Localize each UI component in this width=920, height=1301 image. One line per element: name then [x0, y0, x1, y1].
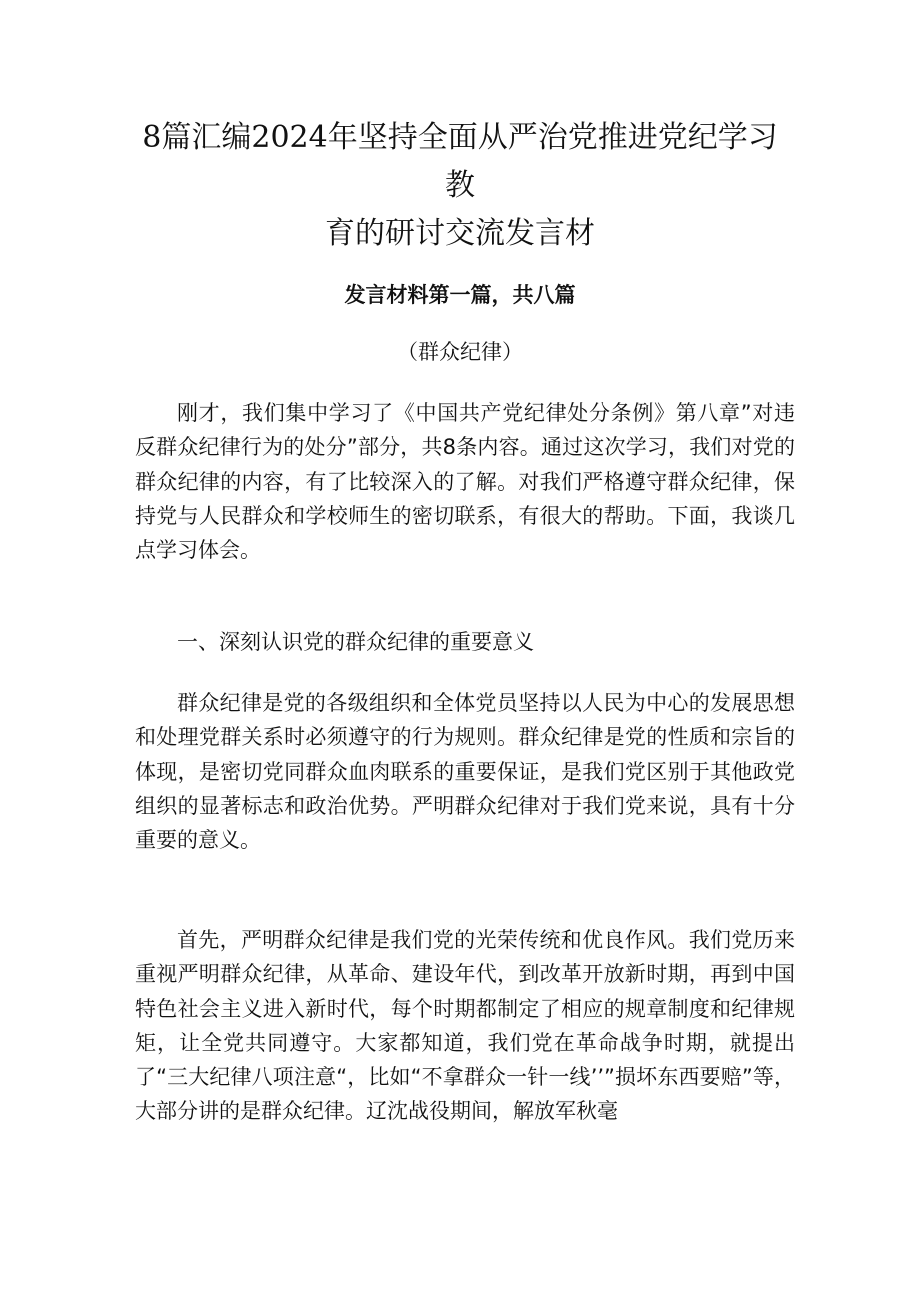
- paragraph-tradition: 首先，严明群众纪律是我们党的光荣传统和优良作风。我们党历来重视严明群众纪律，从革命、建设年代，到改革开放新时期，再到中国特色社会主义进入新时代，每个时期都制定了相应的规章制度和纪律规矩，让全党共同遵守。大家都知道，我们党在革命战争时期，就提出了“三大纪律八项注意“，比如“不拿群众一针一线’’”损坏东西要赔”等，大部分讲的是群众纪律。辽沈战役期间，解放军秋毫: [135, 928, 795, 1124]
- section-subtitle: 发言材料第一篇，共八篇: [344, 283, 576, 307]
- paragraph-intro: 刚才，我们集中学习了《中国共产党纪律处分条例》第八章”对违反群众纪律行为的处分”部分，共8条内容。通过这次学习，我们对党的群众纪律的内容，有了比较深入的了解。对我们严格遵守群众纪律，保持党与人民群众和学校师生的密切联系，有很大的帮助。下面，我谈几点学习体会。: [135, 401, 795, 563]
- paragraph-meaning: 群众纪律是党的各级组织和全体党员坚持以人民为中心的发展思想和处理党群关系时必须遵守的行为规则。群众纪律是党的性质和宗旨的体现，是密切党同群众血肉联系的重要保证，是我们党区别于其他政党组织的显著标志和政治优势。严明群众纪律对于我们党来说，具有十分重要的意义。: [135, 691, 795, 853]
- section-heading-1: 一、深刻认识党的群众纪律的重要意义: [177, 630, 534, 654]
- document-title: [135, 114, 785, 258]
- title-line-1: 8篇汇编2024年坚持全面从严治党推进党纪学习教: [142, 120, 778, 203]
- section-category: （群众纪律）: [397, 340, 523, 364]
- title-line-2: 育的研讨交流发言材: [325, 216, 595, 251]
